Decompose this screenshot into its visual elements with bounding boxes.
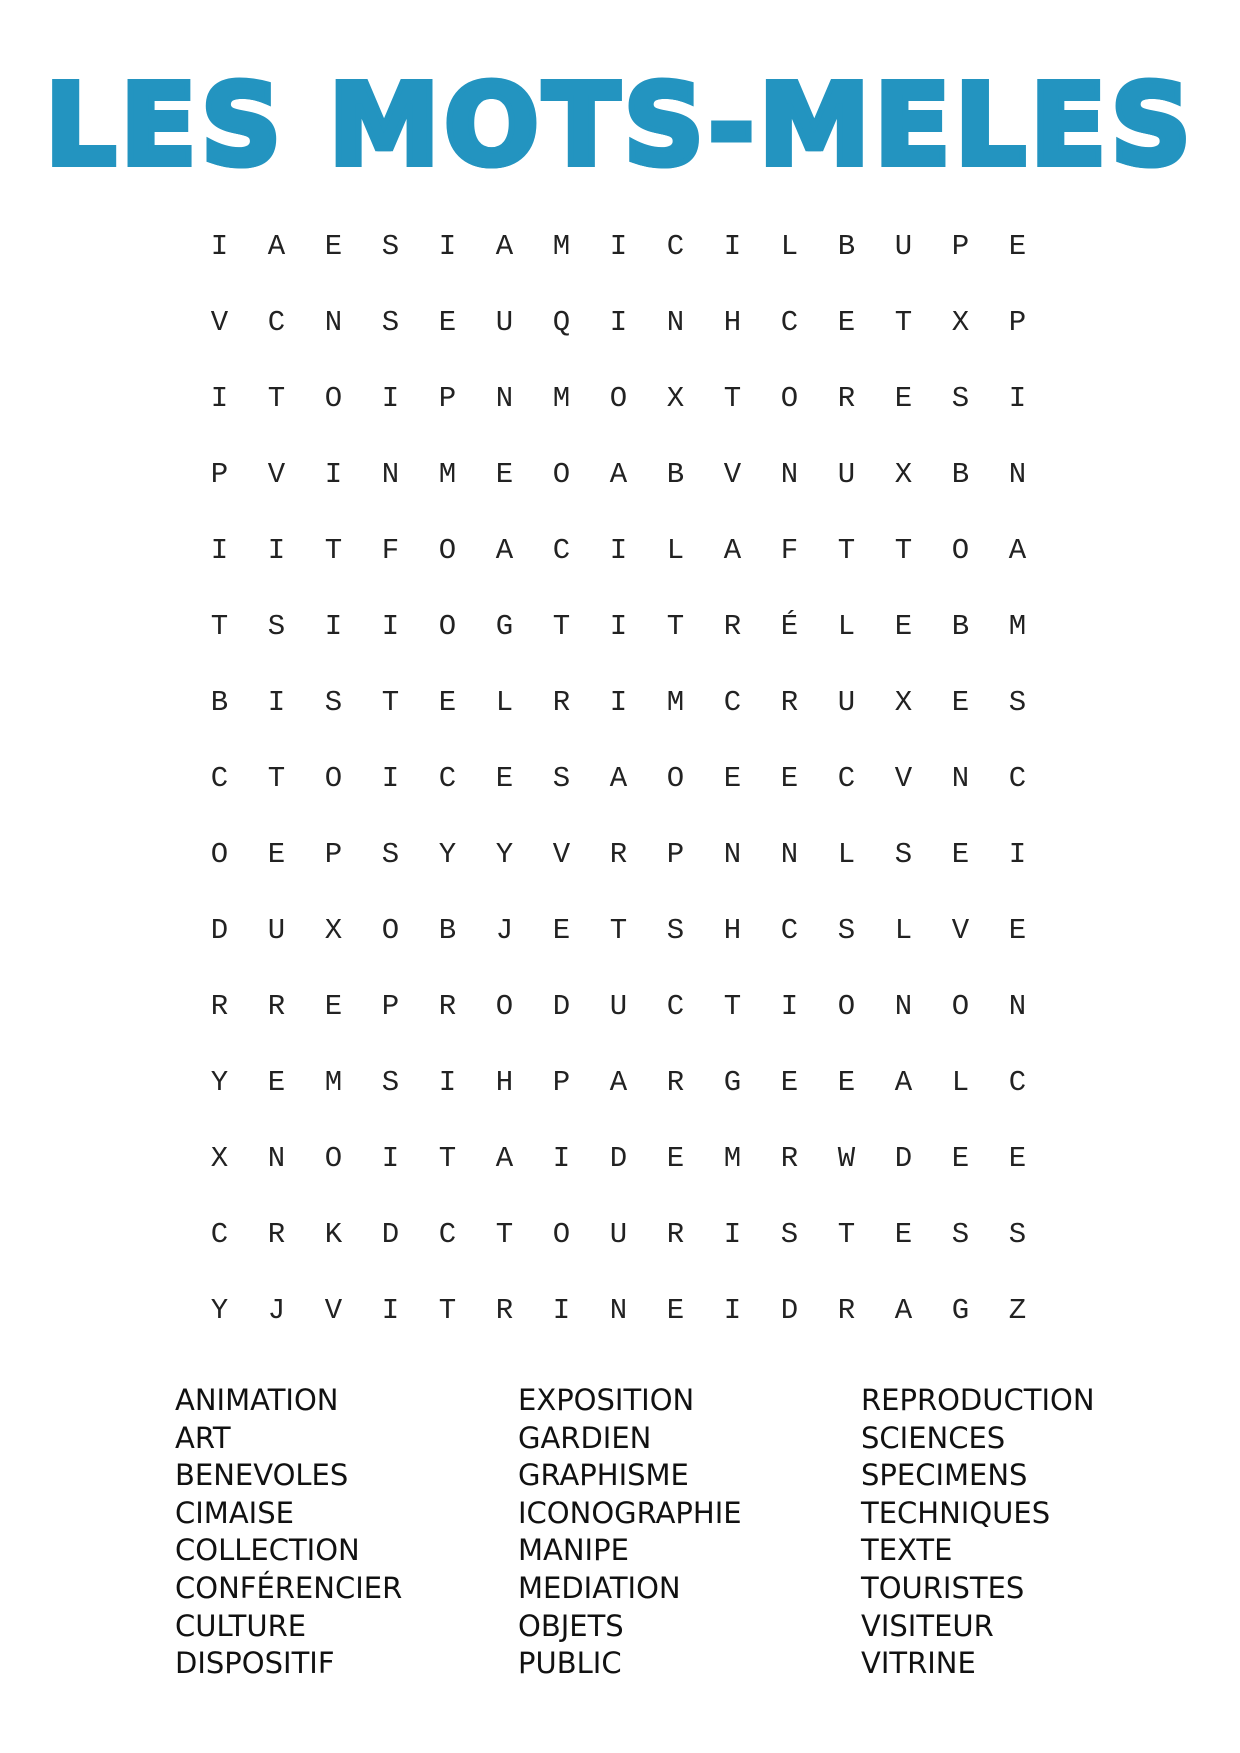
grid-letter[interactable]: S — [894, 838, 913, 871]
grid-letter[interactable]: V — [210, 306, 229, 339]
grid-letter[interactable]: E — [438, 306, 457, 339]
word-list-item: TECHNIQUES — [861, 1495, 1051, 1530]
grid-letter[interactable]: M — [1008, 610, 1027, 643]
grid-letter[interactable]: E — [1008, 1142, 1027, 1175]
grid-letter[interactable]: E — [951, 838, 970, 871]
word-list-item: CIMAISE — [175, 1495, 294, 1530]
grid-letter[interactable]: N — [609, 1294, 628, 1327]
grid-letter[interactable]: S — [951, 1218, 970, 1251]
word-list-item: ART — [175, 1420, 231, 1455]
grid-letter[interactable]: I — [381, 382, 400, 415]
grid-letter[interactable]: R — [438, 990, 457, 1023]
word-list-item: TEXTE — [861, 1533, 953, 1568]
grid-letter[interactable]: H — [723, 306, 742, 339]
grid-letter[interactable]: T — [609, 914, 628, 947]
grid-letter[interactable]: I — [438, 1066, 457, 1099]
word-column-3 — [861, 1382, 1095, 1683]
grid-letter[interactable]: S — [780, 1218, 799, 1251]
grid-row — [191, 1144, 1046, 1220]
word-list-item: SPECIMENS — [861, 1458, 1028, 1493]
grid-letter[interactable]: U — [267, 914, 286, 947]
grid-letter[interactable]: V — [324, 1294, 343, 1327]
grid-letter[interactable]: M — [552, 230, 571, 263]
grid-letter[interactable]: S — [381, 230, 400, 263]
grid-letter[interactable]: S — [1008, 686, 1027, 719]
grid-letter[interactable]: Y — [210, 1294, 229, 1327]
grid-letter[interactable]: C — [1008, 762, 1027, 795]
word-list-item: BENEVOLES — [175, 1458, 349, 1493]
grid-row — [191, 612, 1046, 688]
grid-letter[interactable]: M — [438, 458, 457, 491]
grid-letter[interactable]: S — [951, 382, 970, 415]
grid-letter[interactable]: M — [666, 686, 685, 719]
grid-letter[interactable]: E — [666, 1142, 685, 1175]
word-column-2 — [518, 1382, 742, 1683]
grid-letter[interactable]: T — [723, 990, 742, 1023]
grid-letter[interactable]: P — [666, 838, 685, 871]
grid-letter[interactable]: R — [267, 990, 286, 1023]
grid-letter[interactable]: B — [951, 610, 970, 643]
grid-letter[interactable]: U — [609, 990, 628, 1023]
grid-letter[interactable]: L — [837, 838, 856, 871]
grid-letter[interactable]: O — [324, 762, 343, 795]
grid-letter[interactable]: I — [381, 1294, 400, 1327]
grid-letter[interactable]: O — [324, 1142, 343, 1175]
grid-letter[interactable]: C — [666, 990, 685, 1023]
word-list-item: GRAPHISME — [518, 1458, 689, 1493]
grid-letter[interactable]: X — [324, 914, 343, 947]
grid-letter[interactable]: I — [723, 1294, 742, 1327]
grid-letter[interactable]: D — [894, 1142, 913, 1175]
grid-letter[interactable]: X — [894, 686, 913, 719]
grid-letter[interactable]: O — [951, 990, 970, 1023]
grid-letter[interactable]: E — [495, 762, 514, 795]
grid-letter[interactable]: N — [894, 990, 913, 1023]
grid-letter[interactable]: N — [723, 838, 742, 871]
page-title: LES MOTS-MELES — [44, 61, 1196, 191]
grid-letter[interactable]: A — [495, 230, 514, 263]
grid-letter[interactable]: A — [267, 230, 286, 263]
grid-letter[interactable]: A — [609, 1066, 628, 1099]
grid-letter[interactable]: E — [837, 1066, 856, 1099]
grid-letter[interactable]: E — [894, 1218, 913, 1251]
grid-letter[interactable]: I — [381, 762, 400, 795]
word-list-item: CULTURE — [175, 1608, 307, 1643]
grid-row — [191, 992, 1046, 1068]
grid-letter[interactable]: I — [1008, 838, 1027, 871]
word-list-item: COLLECTION — [175, 1533, 360, 1568]
grid-row — [191, 384, 1046, 460]
word-list-item: VITRINE — [861, 1646, 976, 1681]
grid-letter[interactable]: P — [210, 458, 229, 491]
grid-letter[interactable]: E — [324, 990, 343, 1023]
grid-letter[interactable]: E — [894, 610, 913, 643]
grid-letter[interactable]: I — [324, 610, 343, 643]
grid-letter[interactable]: S — [552, 762, 571, 795]
grid-letter[interactable]: U — [894, 230, 913, 263]
grid-letter[interactable]: V — [951, 914, 970, 947]
grid-letter[interactable]: T — [837, 534, 856, 567]
grid-letter[interactable]: N — [1008, 990, 1027, 1023]
grid-letter[interactable]: X — [951, 306, 970, 339]
grid-letter[interactable]: C — [723, 686, 742, 719]
grid-letter[interactable]: O — [666, 762, 685, 795]
grid-letter[interactable]: E — [267, 838, 286, 871]
grid-letter[interactable]: C — [666, 230, 685, 263]
word-list-item: VISITEUR — [861, 1608, 994, 1643]
grid-letter[interactable]: U — [837, 458, 856, 491]
grid-letter[interactable]: I — [780, 990, 799, 1023]
grid-letter[interactable]: O — [780, 382, 799, 415]
grid-letter[interactable]: R — [267, 1218, 286, 1251]
grid-letter[interactable]: D — [381, 1218, 400, 1251]
grid-row — [191, 536, 1046, 612]
grid-letter[interactable]: M — [552, 382, 571, 415]
grid-letter[interactable]: X — [666, 382, 685, 415]
grid-letter[interactable]: S — [381, 1066, 400, 1099]
grid-row — [191, 688, 1046, 764]
grid-letter[interactable]: E — [495, 458, 514, 491]
grid-letter[interactable]: T — [267, 382, 286, 415]
grid-letter[interactable]: T — [894, 306, 913, 339]
grid-letter[interactable]: T — [381, 686, 400, 719]
grid-letter[interactable]: N — [495, 382, 514, 415]
grid-letter[interactable]: I — [723, 230, 742, 263]
grid-letter[interactable]: U — [495, 306, 514, 339]
grid-row — [191, 460, 1046, 536]
grid-letter[interactable]: M — [324, 1066, 343, 1099]
grid-letter[interactable]: I — [609, 306, 628, 339]
grid-letter[interactable]: B — [837, 230, 856, 263]
grid-letter[interactable]: T — [438, 1142, 457, 1175]
grid-letter[interactable]: D — [609, 1142, 628, 1175]
grid-letter[interactable]: R — [210, 990, 229, 1023]
grid-letter[interactable]: N — [1008, 458, 1027, 491]
grid-letter[interactable]: P — [324, 838, 343, 871]
grid-letter[interactable]: E — [1008, 914, 1027, 947]
grid-letter[interactable]: D — [552, 990, 571, 1023]
grid-letter[interactable]: D — [780, 1294, 799, 1327]
grid-letter[interactable]: I — [609, 610, 628, 643]
word-column-1 — [175, 1382, 402, 1683]
grid-letter[interactable]: L — [951, 1066, 970, 1099]
grid-letter[interactable]: O — [210, 838, 229, 871]
grid-row — [191, 840, 1046, 916]
grid-letter[interactable]: L — [894, 914, 913, 947]
word-list-item: ANIMATION — [175, 1383, 339, 1417]
grid-letter[interactable]: E — [666, 1294, 685, 1327]
word-list-item: GARDIEN — [518, 1420, 652, 1455]
grid-letter[interactable]: X — [210, 1142, 229, 1175]
grid-letter[interactable]: G — [495, 610, 514, 643]
grid-letter[interactable]: V — [267, 458, 286, 491]
grid-letter[interactable]: E — [1008, 230, 1027, 263]
word-list-item: DISPOSITIF — [175, 1646, 335, 1681]
grid-letter[interactable]: S — [381, 306, 400, 339]
grid-letter[interactable]: P — [552, 1066, 571, 1099]
grid-letter[interactable]: R — [837, 382, 856, 415]
grid-letter[interactable]: R — [552, 686, 571, 719]
grid-letter[interactable]: A — [495, 1142, 514, 1175]
grid-letter[interactable]: A — [894, 1294, 913, 1327]
word-list-item: OBJETS — [518, 1608, 624, 1643]
grid-letter[interactable]: B — [666, 458, 685, 491]
grid-letter[interactable]: N — [951, 762, 970, 795]
grid-letter[interactable]: I — [210, 382, 229, 415]
grid-letter[interactable]: R — [609, 838, 628, 871]
grid-letter[interactable]: X — [894, 458, 913, 491]
grid-letter[interactable]: C — [780, 914, 799, 947]
grid-letter[interactable]: B — [438, 914, 457, 947]
grid-letter[interactable]: R — [780, 1142, 799, 1175]
grid-letter[interactable]: I — [210, 230, 229, 263]
grid-letter[interactable]: S — [666, 914, 685, 947]
grid-letter[interactable]: I — [324, 458, 343, 491]
grid-letter[interactable]: C — [552, 534, 571, 567]
grid-letter[interactable]: A — [1008, 534, 1027, 567]
grid-letter[interactable]: E — [780, 1066, 799, 1099]
grid-letter[interactable]: E — [723, 762, 742, 795]
grid-row — [191, 916, 1046, 992]
word-list-item: ICONOGRAPHIE — [518, 1495, 742, 1530]
grid-letter[interactable]: C — [1008, 1066, 1027, 1099]
word-list-item: PUBLIC — [518, 1646, 622, 1681]
grid-letter[interactable]: H — [723, 914, 742, 947]
grid-letter[interactable]: A — [609, 762, 628, 795]
grid-letter[interactable]: R — [780, 686, 799, 719]
grid-letter[interactable]: O — [495, 990, 514, 1023]
grid-letter[interactable]: R — [723, 610, 742, 643]
grid-letter[interactable]: E — [267, 1066, 286, 1099]
grid-letter[interactable]: G — [951, 1294, 970, 1327]
word-list-item: MEDIATION — [518, 1570, 681, 1605]
grid-letter[interactable]: C — [210, 1218, 229, 1251]
word-list-item: CONFÉRENCIER — [175, 1570, 403, 1605]
grid-letter[interactable]: I — [381, 610, 400, 643]
grid-letter[interactable]: R — [666, 1066, 685, 1099]
grid-row — [191, 232, 1046, 308]
grid-letter[interactable]: T — [495, 1218, 514, 1251]
word-list-item: REPRODUCTION — [861, 1383, 1095, 1417]
grid-letter[interactable]: J — [267, 1294, 286, 1327]
grid-letter[interactable]: P — [438, 382, 457, 415]
grid-letter[interactable]: V — [552, 838, 571, 871]
grid-letter[interactable]: I — [267, 534, 286, 567]
grid-letter[interactable]: D — [210, 914, 229, 947]
grid-letter[interactable]: T — [267, 762, 286, 795]
grid-letter[interactable]: T — [666, 610, 685, 643]
grid-letter[interactable]: E — [552, 914, 571, 947]
grid-letter[interactable]: E — [837, 306, 856, 339]
grid-letter[interactable]: F — [780, 534, 799, 567]
grid-letter[interactable]: T — [438, 1294, 457, 1327]
grid-letter[interactable]: L — [666, 534, 685, 567]
grid-letter[interactable]: L — [495, 686, 514, 719]
grid-letter[interactable]: Z — [1008, 1294, 1027, 1327]
grid-letter[interactable]: E — [951, 686, 970, 719]
grid-letter[interactable]: B — [951, 458, 970, 491]
grid-letter[interactable]: O — [837, 990, 856, 1023]
grid-letter[interactable]: U — [837, 686, 856, 719]
grid-letter[interactable]: P — [951, 230, 970, 263]
grid-row — [191, 1220, 1046, 1296]
grid-letter[interactable]: O — [438, 610, 457, 643]
grid-letter[interactable]: E — [780, 762, 799, 795]
grid-letter[interactable]: S — [381, 838, 400, 871]
grid-letter[interactable]: V — [723, 458, 742, 491]
grid-letter[interactable]: C — [210, 762, 229, 795]
grid-letter[interactable]: I — [609, 686, 628, 719]
grid-letter[interactable]: I — [1008, 382, 1027, 415]
grid-letter[interactable]: A — [894, 1066, 913, 1099]
grid-letter[interactable]: N — [267, 1142, 286, 1175]
grid-row — [191, 308, 1046, 384]
grid-letter[interactable]: Q — [552, 306, 571, 339]
grid-letter[interactable]: N — [324, 306, 343, 339]
grid-letter[interactable]: I — [552, 1142, 571, 1175]
grid-letter[interactable]: O — [381, 914, 400, 947]
grid-letter[interactable]: I — [381, 1142, 400, 1175]
grid-letter[interactable]: T — [210, 610, 229, 643]
word-list-item: SCIENCES — [861, 1420, 1006, 1455]
grid-letter[interactable]: L — [837, 610, 856, 643]
grid-letter[interactable]: O — [609, 382, 628, 415]
grid-letter[interactable]: I — [609, 534, 628, 567]
grid-row — [191, 1068, 1046, 1144]
grid-letter[interactable]: U — [609, 1218, 628, 1251]
word-list-item: TOURISTES — [861, 1570, 1025, 1605]
grid-letter[interactable]: J — [495, 914, 514, 947]
grid-letter[interactable]: A — [723, 534, 742, 567]
grid-letter[interactable]: R — [666, 1218, 685, 1251]
grid-letter[interactable]: I — [210, 534, 229, 567]
grid-letter[interactable]: Y — [210, 1066, 229, 1099]
grid-letter[interactable]: Y — [495, 838, 514, 871]
grid-letter[interactable]: I — [723, 1218, 742, 1251]
grid-letter[interactable]: T — [552, 610, 571, 643]
grid-letter[interactable]: P — [1008, 306, 1027, 339]
grid-letter[interactable]: E — [324, 230, 343, 263]
grid-letter[interactable]: S — [324, 686, 343, 719]
grid-letter[interactable]: R — [495, 1294, 514, 1327]
word-list-item: MANIPE — [518, 1533, 629, 1568]
grid-letter[interactable]: N — [381, 458, 400, 491]
grid-letter[interactable]: E — [951, 1142, 970, 1175]
grid-letter[interactable]: E — [894, 382, 913, 415]
grid-letter[interactable]: C — [438, 762, 457, 795]
grid-letter[interactable]: I — [552, 1294, 571, 1327]
grid-letter[interactable]: S — [267, 610, 286, 643]
grid-letter[interactable]: C — [438, 1218, 457, 1251]
grid-letter[interactable]: C — [267, 306, 286, 339]
grid-letter[interactable]: O — [324, 382, 343, 415]
grid-letter[interactable]: Y — [438, 838, 457, 871]
grid-letter[interactable]: P — [381, 990, 400, 1023]
grid-letter[interactable]: F — [381, 534, 400, 567]
grid-letter[interactable]: T — [723, 382, 742, 415]
grid-letter[interactable]: K — [324, 1218, 343, 1251]
grid-letter[interactable]: C — [780, 306, 799, 339]
grid-letter[interactable]: E — [438, 686, 457, 719]
grid-letter[interactable]: O — [438, 534, 457, 567]
grid-letter[interactable]: T — [324, 534, 343, 567]
grid-letter[interactable]: H — [495, 1066, 514, 1099]
grid-letter[interactable]: I — [609, 230, 628, 263]
grid-letter[interactable]: N — [780, 838, 799, 871]
grid-letter[interactable]: S — [837, 914, 856, 947]
grid-letter[interactable]: I — [438, 230, 457, 263]
grid-letter[interactable]: T — [837, 1218, 856, 1251]
grid-row — [191, 1296, 1046, 1372]
grid-letter[interactable]: C — [837, 762, 856, 795]
word-list-item: EXPOSITION — [518, 1383, 695, 1417]
grid-letter[interactable]: G — [723, 1066, 742, 1099]
grid-letter[interactable]: L — [780, 230, 799, 263]
grid-letter[interactable]: A — [609, 458, 628, 491]
grid-letter[interactable]: É — [780, 610, 799, 643]
grid-letter[interactable]: V — [894, 762, 913, 795]
grid-letter[interactable]: M — [723, 1142, 742, 1175]
grid-letter[interactable]: A — [495, 534, 514, 567]
grid-letter[interactable]: O — [951, 534, 970, 567]
grid-letter[interactable]: S — [1008, 1218, 1027, 1251]
grid-letter[interactable]: N — [666, 306, 685, 339]
grid-letter[interactable]: R — [837, 1294, 856, 1327]
grid-letter[interactable]: T — [894, 534, 913, 567]
grid-letter[interactable]: N — [780, 458, 799, 491]
grid-row — [191, 764, 1046, 840]
grid-letter[interactable]: I — [267, 686, 286, 719]
grid-letter[interactable]: O — [552, 1218, 571, 1251]
letter-grid — [191, 232, 1046, 1372]
grid-letter[interactable]: O — [552, 458, 571, 491]
grid-letter[interactable]: W — [837, 1142, 856, 1175]
grid-letter[interactable]: B — [210, 686, 229, 719]
